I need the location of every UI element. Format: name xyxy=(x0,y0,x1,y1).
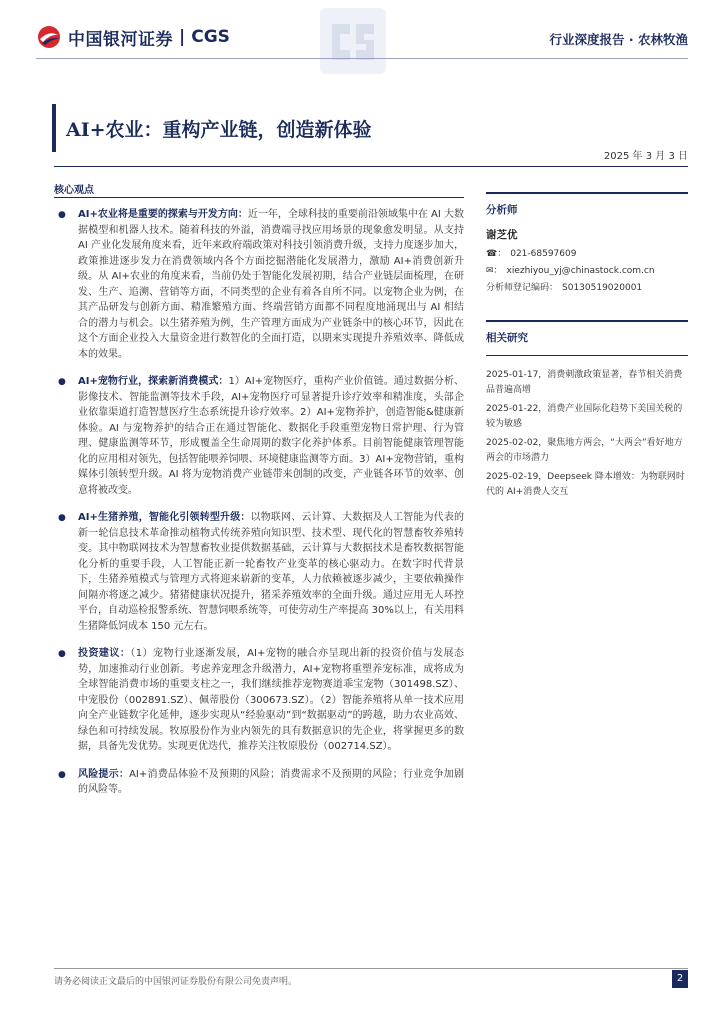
related-research-item[interactable]: 2025-01-22，消费产业国际化趋势下美国关税的较为敏感 xyxy=(486,404,683,429)
paragraph-text: （1）宠物行业逐渐发展，AI+宠物的融合亦呈现出新的投资价值与发展态势，加速推动行业创新。考虑养宠理念升级潜力，AI+宠物将重塑养宠标准，成将成为全球智能消费市场的重要支柱之一，我们继续推荐宠物赛道乖宝宠物（301498.SZ）、中宠股份（002891.SZ）、佩蒂股份（300673.SZ）。（2）智能养殖将从单一技术应用向全产业链数字化延伸，逐步实现从“经验驱动”到“数据驱动”的跨越，助力农业高效、绿色和可持续发展。牧原股份作为业内领先的具有数据意识的先企业，将掌握更多的数据，具备先发优势。实现更优迭代，推荐关注牧原股份（002714.SZ）。 xyxy=(78,648,465,752)
core-view-divider xyxy=(54,197,464,198)
related-research-item[interactable]: 2025-02-19，Deepseek 降本增效：为物联网时代的 AI+消费人交互 xyxy=(486,472,685,497)
analyst-heading: 分析师 xyxy=(486,204,518,216)
core-view-paragraph xyxy=(54,767,464,798)
title-divider xyxy=(54,166,688,167)
related-research-divider xyxy=(486,355,688,356)
analyst-email xyxy=(486,263,688,280)
paragraph-lead: AI+农业将是重要的探索与开发方向： xyxy=(78,209,248,220)
bullet-icon: ● xyxy=(58,769,66,780)
bullet-icon: ● xyxy=(58,210,66,220)
paragraph-text: 以物联网、云计算、大数据及人工智能为代表的新一轮信息技术革命推动植物式传统养殖向知识型、技术型、现代化的智慧畜牧养殖转变。其中物联网技术为智慧畜牧业提供数据基础，云计算与大数据技术是畜牧数据智能化分析的重要手段，人工智能正新一轮畜牧产业变革的核心驱动力。在数字时代背景下，生猪养殖模式与管理方式将迎来崭新的变革，人力依赖被逐步减少，主要依赖操作间隔亦将逐之减少。猪猪健康状况提升，猪采养殖效率的全面升级。通过应用无人环控平台，自动巡检报警系统、智慧饲喂系统等，可使劳动生产率提高 30%以上，有关用料生猪降低饲成本 150 元左右。 xyxy=(78,512,464,632)
bullet-icon: ● xyxy=(58,649,66,659)
email-icon: ✉： xyxy=(486,266,503,276)
core-view-content xyxy=(54,207,464,810)
related-research-heading: 相关研究 xyxy=(486,332,528,344)
related-research-item[interactable]: 2025-01-17，消费刺激政策显著，春节相关消费品普遍高增 xyxy=(486,370,683,395)
related-research-panel xyxy=(486,320,688,504)
brand-name-en: CGS xyxy=(191,27,230,47)
paragraph-text: AI+消费品体验不及预期的风险；消费需求不及预期的风险；行业竞争加剧的风险等。 xyxy=(78,768,465,795)
analyst-cert xyxy=(486,280,688,297)
report-date: 2025 年 3 月 3 日 xyxy=(603,151,688,162)
core-view-paragraph xyxy=(54,374,464,498)
core-view-paragraph xyxy=(54,510,464,634)
brand-logo xyxy=(36,24,230,50)
footer-disclaimer: 请务必阅读正文最后的中国银河证券股份有限公司免责声明。 xyxy=(54,977,298,987)
core-view-paragraph xyxy=(54,646,464,755)
phone-number: 021-68597609 xyxy=(510,249,577,259)
bullet-icon: ● xyxy=(58,377,66,387)
email-address[interactable]: xiezhiyou_yj@chinastock.com.cn xyxy=(506,266,655,276)
analyst-phone xyxy=(486,246,688,263)
page-title: AI+农业：重构产业链，创造新体验 xyxy=(66,118,372,141)
bullet-icon: ● xyxy=(58,513,66,523)
related-research-item[interactable]: 2025-02-02，聚焦地方两会，“大两会”看好地方两会的市场潜力 xyxy=(486,438,683,463)
paragraph-lead: 投资建议： xyxy=(78,648,131,659)
report-category: 行业深度报告 · 农林牧渔 xyxy=(549,32,688,47)
cert-number: S0130519020001 xyxy=(562,283,643,293)
phone-icon: ☎： xyxy=(486,249,507,259)
title-accent-bar xyxy=(52,104,56,152)
galaxy-logo-icon xyxy=(36,24,62,50)
cgs-watermark-icon xyxy=(318,6,388,76)
paragraph-lead: AI+生猪养殖，智能化引领转型升级： xyxy=(78,512,251,523)
analyst-panel xyxy=(486,192,688,297)
title-block xyxy=(52,104,372,152)
cert-label: 分析师登记编码： xyxy=(486,283,559,293)
paragraph-text: 近一年，全球科技的重要前沿领域集中在 AI 大数据模型和机器人技术。随着科技的外溢，消费端寻找应用场景的现象愈发明显。从支持 AI 产业化发展角度来看，近年来政府端政策对科技引领消费升级，支持力度逐步加大，政策推进逐步发力在消费领域内各个方面挖掘潜能化发展潜力，激励 AI+消费创新升级。从 AI+农业的角度来看，当前仍处于智能化发展初期，结合产业链层面梳理，在研发、生产、追溯、营销等方面，不同类型的企业有着各自所不同。以宠物企业为例，在其产品研发与创新方面、精准繁殖方面、终端营销方面都不同程度地涌现出与 AI 相结合的潜力与机会。以生猪养殖为例，生产管理方面成为产业链条中的核心环节，因此在这个方面企业投入大量资金进行数智化的全面打造，以期来实现提升养殖效率、降低成本的效果。 xyxy=(78,209,464,360)
core-view-heading: 核心观点 xyxy=(54,185,94,196)
header-divider xyxy=(36,58,688,59)
analyst-name: 谢芝优 xyxy=(486,229,518,241)
page-number: 2 xyxy=(672,970,688,988)
brand-separator: | xyxy=(179,27,186,47)
brand-name-cn: 中国银河证券 xyxy=(68,29,173,50)
core-view-paragraph xyxy=(54,207,464,362)
paragraph-text: 1）AI+宠物医疗，重构产业价值链。通过数据分析、影像技术、智能监测等技术手段，AI+宠物医疗可显著提升诊疗效率和精准度，头部企业依靠渠道打造智慧医疗生态系统提升诊疗效率。2）AI+宠物养护，创造智能&健康新体验。AI 与宠物养护的结合正在通过智能化、数据化手段重塑宠物日常护理、行为管理、健康监测等环节，形成覆盖全生命周期的数字化养护体系。目前智能健康管理智能化的应用相对领先，包括智能喂养饲喂、环境健康监测等方面。3）AI+宠物营销，重构媒体引领转型升级。AI 将为宠物消费产业链带来创制的改变，产业链各环节的效率、创意将被改变。 xyxy=(78,376,465,496)
paragraph-lead: AI+宠物行业，探索新消费模式： xyxy=(78,376,229,387)
footer-divider xyxy=(54,968,688,969)
paragraph-lead: 风险提示： xyxy=(78,768,130,780)
